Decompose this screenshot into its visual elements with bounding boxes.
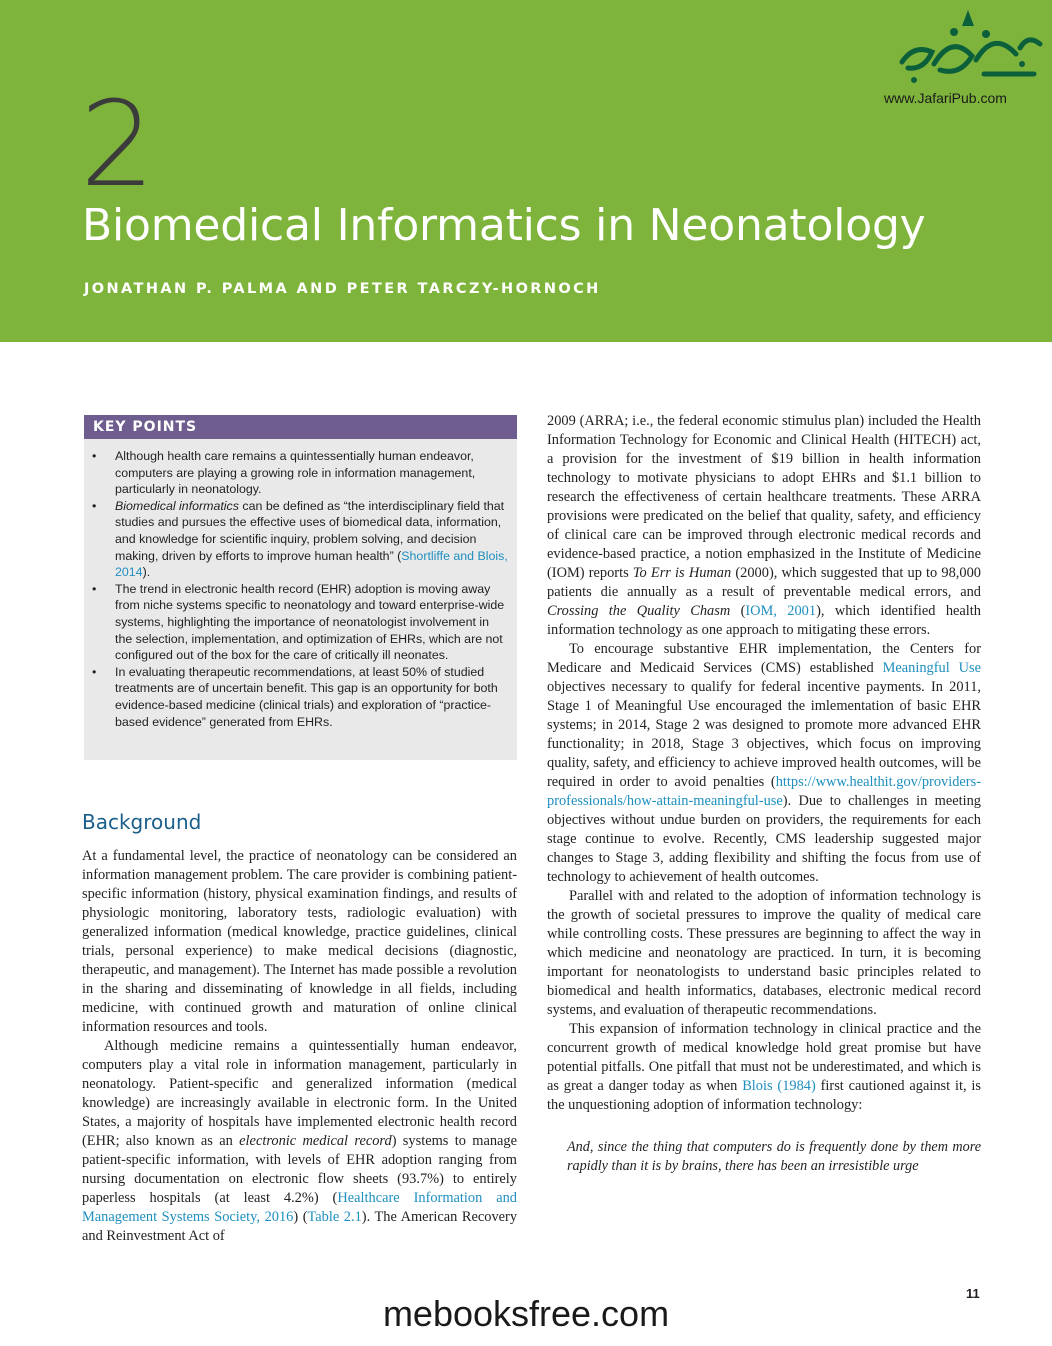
key-points-heading: KEY POINTS	[84, 415, 517, 439]
paragraph: Parallel with and related to the adoption of information technology is the growth of societal pressures to improve the quality of medical care while controlling costs. These pressures are beginning to affect the way in which medicine and neonatology are practiced. In turn, it is becoming important for neonatologists to understand basic principles related to biomedical and health informatics, databases, electronic medical record systems, and evaluation of therapeutic recommendations.	[547, 888, 981, 1018]
healthit-url-link[interactable]: https://www.healthit.gov/providers-professionals/how-attain-meaningful-use	[547, 774, 981, 809]
meaningful-use-link[interactable]: Meaningful Use	[882, 660, 981, 676]
key-point-item: • In evaluating therapeutic recommendations, at least 50% of studied treatments are of uncertain benefit. This gap is an opportunity for both evidence-based medicine (clinical trials) and exploration of “practice-based evidence” generated from EHRs.	[92, 664, 498, 729]
paragraph: At a fundamental level, the practice of neonatology can be considered an information management problem. The care provider is combining patient-specific information (history, physical examination findings, and results of physiologic monitoring, laboratory tests, radiologic evaluation) with generalized information (medical knowledge, practice guidelines, clinical trials, personal experience) to make medical decisions (diagnostic, therapeutic, and management). The Internet has made possible a revolution in the sharing and disseminating of knowledge in all fields, including medicine, with continued growth and maturation of online clinical information resources and tools.	[82, 848, 517, 1035]
publisher-logo[interactable]	[884, 4, 1050, 112]
citation-link[interactable]: Healthcare Information and Management Systems Society, 2016	[82, 1190, 517, 1225]
block-quote: And, since the thing that computers do is frequently done by them more rapidly than it is by brains, there has been an irresistible urge	[567, 1139, 981, 1174]
watermark-text: mebooksfree.com	[382, 1293, 670, 1334]
paragraph: To encourage substantive EHR implementation, the Centers for Medicare and Medicaid Services (CMS) established Meaningful Use objectives necessary to qualify for federal incentive payments. In 2011, Stage 1 of Meaningful Use encouraged the imlementation of basic EHR systems; in 2014, Stage 2 was designed to promote more advanced EHR functionality; in 2018, Stage 3 objectives, which focus on improving quality, safety, and efficiency to achieve improved health outcomes, will be required in order to avoid penalties (https://www.healthit.gov/providers-professionals/how-attain-meaningful-use). Due to challenges in meeting objectives without undue burden on providers, the requirements for each stage continue to evolve. Recently, CMS leadership suggested major changes to Stage 3, adding flexibility and shifting the focus from use of technology to achievement of health outcomes.	[547, 641, 981, 885]
right-column	[547, 412, 981, 1176]
key-point-item: • The trend in electronic health record (EHR) adoption is moving away from niche systems specific to neonatology and toward enterprise-wide systems, highlighting the importance of neonatologist involvement in the selection, implementation, and optimization of EHRs, which are not configured out of the box for the care of critically ill neonates.	[92, 581, 505, 663]
key-points-list	[84, 439, 517, 730]
chapter-number: 2	[80, 75, 156, 213]
chapter-title: Biomedical Informatics in Neonatology	[82, 200, 926, 251]
citation-link[interactable]: Shortliffe and Blois, 2014	[115, 548, 508, 580]
publisher-url[interactable]: www.JafariPub.com	[884, 90, 1007, 106]
key-point-item: • Although health care remains a quintessentially human endeavor, computers are playing a growing role in information management, particularly in neonatology.	[92, 449, 476, 497]
bullet-icon: •	[92, 498, 97, 513]
page-number: 11	[966, 1286, 980, 1301]
key-points-box	[84, 415, 517, 760]
paragraph: This expansion of information technology in clinical practice and the concurrent growth of medical knowledge hold great promise but have potential pitfalls. One pitfall that must not be underestimated, and which is as great a danger today as when Blois (1984) first cautioned against it, is the unquestioning adoption of information technology:	[547, 1021, 981, 1113]
citation-link[interactable]: IOM, 2001	[745, 603, 817, 619]
calligraphy-logo-icon	[894, 4, 1044, 90]
bullet-icon: •	[92, 664, 97, 679]
chapter-authors: JONATHAN P. PALMA AND PETER TARCZY-HORNOCH	[84, 281, 601, 297]
bullet-icon: •	[92, 449, 97, 463]
left-column	[82, 810, 517, 1246]
paragraph: Although medicine remains a quintessentially human endeavor, computers play a vital role in information management, particularly in neonatology. Patient-specific and generalized information (medical knowledge) are increasingly available in electronic form. In the United States, a majority of hospitals have implemented electronic health record (EHR; also known as an electronic medical record) systems to manage patient-specific information, with levels of EHR adoption ranging from nursing documentation on electronic flow sheets (93.7%) to entirely paperless hospitals (at least 4.2%) (Healthcare Information and Management Systems Society, 2016) (Table 2.1). The American Recovery and Reinvestment Act of	[82, 1038, 518, 1244]
bullet-icon: •	[92, 581, 97, 596]
key-point-item: • Biomedical informatics can be defined as “the interdisciplinary field that studies and pursues the effective uses of biomedical data, information, and knowledge for scientific inquiry, problem solving, and decision making, driven by efforts to improve human health” (Shortliffe and Blois, 2014).	[92, 498, 508, 580]
paragraph: 2009 (ARRA; i.e., the federal economic stimulus plan) included the Health Information Technology for Economic and Clinical Health (HITECH) act, a provision for the investment of $19 billion in health information technology to motivate physicians to adopt EHRs and $1.1 billion to research the effectiveness of certain healthcare treatments. These ARRA provisions were predicated on the belief that quality, safety, and efficiency of clinical care can be improved through electronic medical records and evidence-based practice, a notion emphasized in the Institute of Medicine (IOM) reports To Err is Human (2000), which suggested that up to 98,000 patients die annually as a result of preventable medical errors, and Crossing the Quality Chasm (IOM, 2001), which identified health information technology as one approach to mitigating these errors.	[547, 413, 981, 638]
table-link[interactable]: Table 2.1	[307, 1209, 362, 1225]
citation-link[interactable]: Blois (1984)	[742, 1078, 816, 1094]
section-heading-background: Background	[82, 810, 202, 834]
